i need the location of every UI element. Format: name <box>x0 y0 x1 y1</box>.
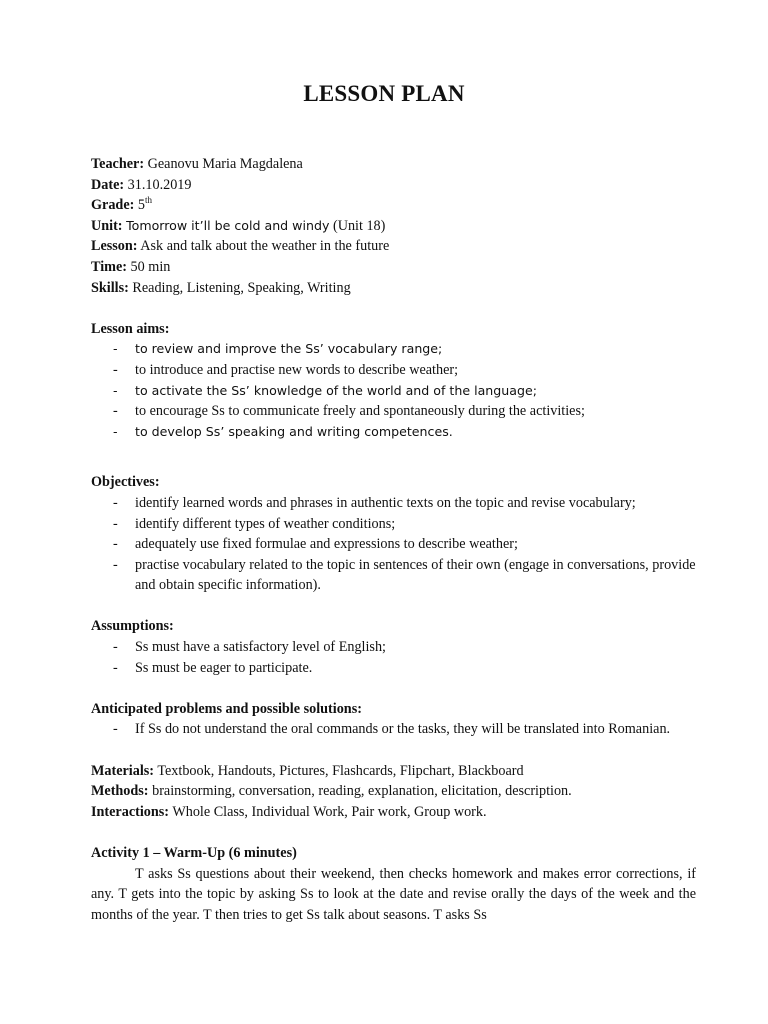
lesson-plan-body <box>91 154 696 925</box>
aims-list <box>91 339 696 442</box>
list-item: - to develop Ss’ speaking and writing competences. <box>91 422 696 443</box>
spacer <box>91 822 696 843</box>
interactions-label: Interactions: <box>91 803 170 820</box>
list-item: - adequately use fixed formulae and expressions to describe weather; <box>91 534 696 555</box>
time-value: 50 min <box>130 258 171 275</box>
aims-heading: Lesson aims: <box>91 320 170 337</box>
spacer <box>91 298 696 319</box>
date-row <box>91 175 696 196</box>
objectives-list <box>91 493 696 596</box>
grade-row <box>91 195 696 216</box>
activity-1-text: T asks Ss questions about their weekend, then checks homework and makes error corrections, if any. T gets into the topic by asking Ss to look at the date and revise orally the days of the week and the months of the year. T then tries to get Ss talk about seasons. T asks Ss <box>91 865 696 923</box>
materials-value: Textbook, Handouts, Pictures, Flashcards, Flipchart, Blackboard <box>157 762 524 779</box>
methods-value: brainstorming, conversation, reading, explanation, elicitation, description. <box>152 783 572 800</box>
lesson-label: Lesson: <box>91 238 138 255</box>
teacher-row <box>91 154 696 175</box>
methods-label: Methods: <box>91 783 149 800</box>
spacer <box>91 442 696 472</box>
grade-label: Grade: <box>91 197 135 214</box>
assumptions-heading: Assumptions: <box>91 618 174 635</box>
unit-value: Tomorrow it’ll be cold and windy <box>126 217 330 233</box>
time-row <box>91 257 696 278</box>
interactions-row <box>91 802 696 823</box>
spacer <box>91 678 696 699</box>
list-item: - to activate the Ss’ knowledge of the world and of the language; <box>91 381 696 402</box>
teacher-value: Geanovu Maria Magdalena <box>147 156 303 172</box>
interactions-value: Whole Class, Individual Work, Pair work, Group work. <box>172 803 487 820</box>
unit-label: Unit: <box>91 217 123 234</box>
unit-row <box>91 216 696 237</box>
activity-1-heading: Activity 1 – Warm-Up (6 minutes) <box>91 845 297 861</box>
materials-label: Materials: <box>91 762 155 779</box>
list-item: - practise vocabulary related to the topic in sentences of their own (engage in conversations, provide and obtain specific information). <box>91 555 696 596</box>
list-item: - to review and improve the Ss’ vocabulary range; <box>91 339 696 360</box>
grade-value: 5 <box>137 197 145 214</box>
unit-ref: (Unit 18) <box>329 217 386 234</box>
spacer <box>91 596 696 617</box>
date-label: Date: <box>91 176 125 193</box>
spacer <box>91 740 696 761</box>
materials-row <box>91 761 696 782</box>
general-info <box>91 154 696 298</box>
assumptions-list <box>91 637 696 678</box>
problems-heading: Anticipated problems and possible solutions: <box>91 700 362 717</box>
list-item: - Ss must be eager to participate. <box>91 658 696 679</box>
skills-row <box>91 278 696 299</box>
objectives-heading: Objectives: <box>91 474 160 491</box>
skills-label: Skills: <box>91 279 129 296</box>
lesson-value: Ask and talk about the weather in the future <box>140 238 390 255</box>
page-title: LESSON PLAN <box>303 81 465 106</box>
list-item: - identify different types of weather conditions; <box>91 514 696 535</box>
list-item: - Ss must have a satisfactory level of English; <box>91 637 696 658</box>
teacher-label: Teacher: <box>91 156 145 172</box>
lesson-row <box>91 236 696 257</box>
methods-row <box>91 781 696 802</box>
list-item: - If Ss do not understand the oral commands or the tasks, they will be translated into Romanian. <box>91 719 696 740</box>
list-item: - to introduce and practise new words to describe weather; <box>91 360 696 381</box>
date-value: 31.10.2019 <box>127 176 192 193</box>
problems-list <box>91 719 696 740</box>
skills-value: Reading, Listening, Speaking, Writing <box>132 279 351 296</box>
list-item: - to encourage Ss to communicate freely and spontaneously during the activities; <box>91 401 696 422</box>
list-item: - identify learned words and phrases in authentic texts on the topic and revise vocabulary; <box>91 493 696 514</box>
materials-block <box>91 761 696 823</box>
grade-suffix: th <box>144 195 152 206</box>
time-label: Time: <box>91 258 127 275</box>
